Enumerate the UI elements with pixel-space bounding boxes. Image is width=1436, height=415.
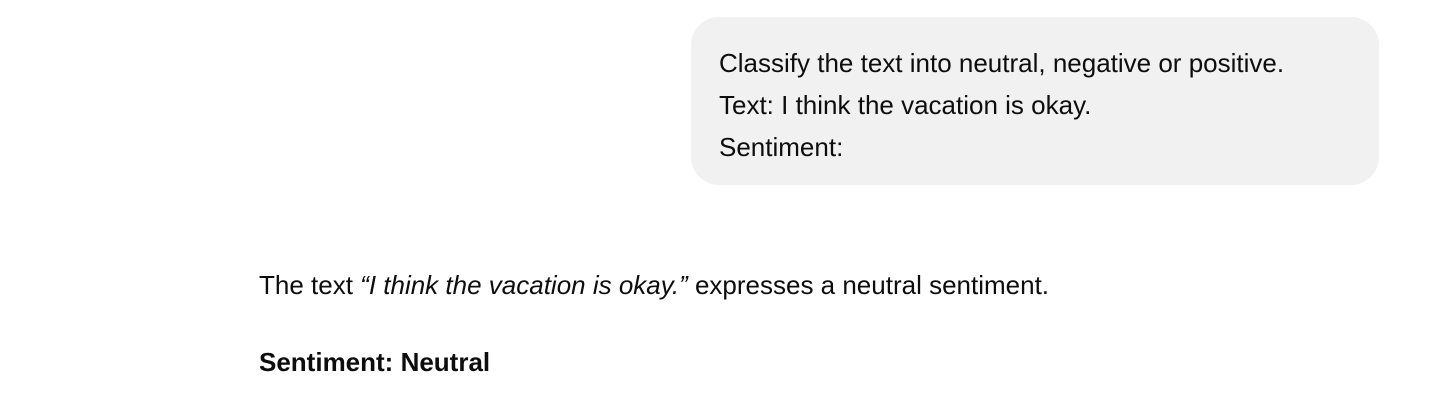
- quoted-text: “I think the vacation is okay.”: [360, 270, 688, 300]
- sentiment-verdict: Sentiment: Neutral: [259, 347, 491, 377]
- user-message-line: Classify the text into neutral, negative or positive.: [719, 48, 1285, 78]
- assistant-summary-suffix: expresses a neutral sentiment.: [687, 270, 1050, 300]
- assistant-summary-prefix: The text: [259, 270, 361, 300]
- assistant-summary: [259, 264, 1359, 306]
- user-message-bubble: [691, 17, 1379, 185]
- user-message-line: Sentiment:: [719, 132, 844, 162]
- assistant-message: [259, 264, 1359, 383]
- user-message-line: Text: I think the vacation is okay.: [719, 90, 1092, 120]
